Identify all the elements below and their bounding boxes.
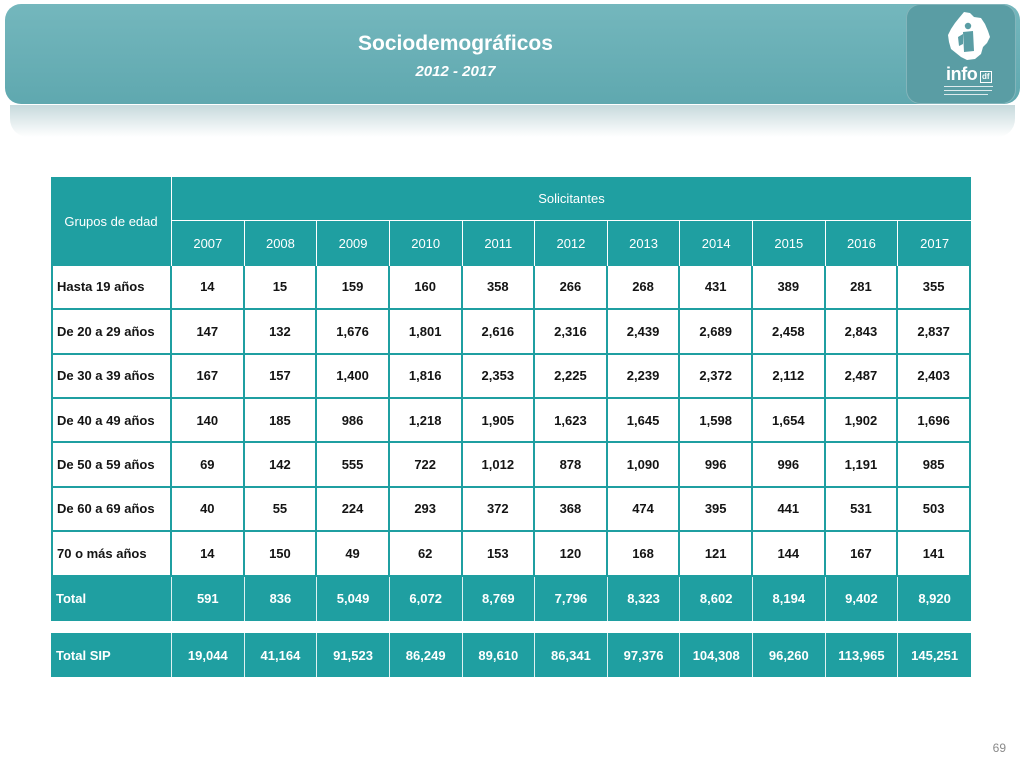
requests-value-cell: 120 <box>535 532 608 576</box>
age-group-label: De 40 a 49 años <box>51 399 172 443</box>
requests-value-cell: 167 <box>826 532 899 576</box>
requests-value-cell: 1,902 <box>826 399 899 443</box>
page-number: 69 <box>992 741 1006 755</box>
year-header-cell: 2014 <box>680 221 753 265</box>
requests-value-cell: 878 <box>535 443 608 487</box>
requests-value-cell: 1,801 <box>390 310 463 354</box>
total-sip-value-cell: 89,610 <box>463 633 536 677</box>
figure-head-shape <box>965 23 971 29</box>
organization-logo <box>906 4 1016 104</box>
total-sip-label: Total SIP <box>51 633 172 677</box>
total-value-cell: 9,402 <box>826 577 899 621</box>
table-body <box>51 266 971 621</box>
requests-value-cell: 2,316 <box>535 310 608 354</box>
total-sip-value-cell: 113,965 <box>826 633 899 677</box>
total-sip-value-cell: 96,260 <box>753 633 826 677</box>
year-header-cell: 2008 <box>245 221 318 265</box>
requests-value-cell: 531 <box>826 488 899 532</box>
total-value-cell: 8,602 <box>680 577 753 621</box>
total-value-cell: 8,920 <box>898 577 971 621</box>
requests-value-cell: 141 <box>898 532 971 576</box>
requests-value-cell: 2,616 <box>463 310 536 354</box>
age-group-row <box>51 310 971 354</box>
year-header-cell: 2017 <box>898 221 971 265</box>
requests-value-cell: 2,225 <box>535 355 608 399</box>
requests-value-cell: 268 <box>608 266 681 310</box>
requests-value-cell: 1,696 <box>898 399 971 443</box>
age-group-row <box>51 443 971 487</box>
requests-value-cell: 431 <box>680 266 753 310</box>
requests-value-cell: 389 <box>753 266 826 310</box>
requests-value-cell: 14 <box>172 532 245 576</box>
requests-value-cell: 2,353 <box>463 355 536 399</box>
age-group-label: De 60 a 69 años <box>51 488 172 532</box>
total-value-cell: 591 <box>172 577 245 621</box>
year-header-cell: 2013 <box>608 221 681 265</box>
age-group-row <box>51 532 971 576</box>
requests-value-cell: 132 <box>245 310 318 354</box>
total-value-cell: 6,072 <box>390 577 463 621</box>
requests-value-cell: 159 <box>317 266 390 310</box>
requests-value-cell: 985 <box>898 443 971 487</box>
requests-value-cell: 40 <box>172 488 245 532</box>
requests-value-cell: 368 <box>535 488 608 532</box>
requests-value-cell: 1,816 <box>390 355 463 399</box>
total-sip-row <box>51 633 971 677</box>
requests-value-cell: 1,598 <box>680 399 753 443</box>
total-value-cell: 8,769 <box>463 577 536 621</box>
requests-value-cell: 2,112 <box>753 355 826 399</box>
requests-value-cell: 121 <box>680 532 753 576</box>
year-header-cell: 2016 <box>826 221 899 265</box>
total-sip-value-cell: 86,249 <box>390 633 463 677</box>
requests-value-cell: 1,623 <box>535 399 608 443</box>
requests-value-cell: 1,676 <box>317 310 390 354</box>
requests-value-cell: 372 <box>463 488 536 532</box>
requesters-by-age-table <box>51 177 971 621</box>
requests-value-cell: 55 <box>245 488 318 532</box>
total-value-cell: 8,323 <box>608 577 681 621</box>
total-value-cell: 5,049 <box>317 577 390 621</box>
requests-value-cell: 224 <box>317 488 390 532</box>
total-value-cell: 7,796 <box>535 577 608 621</box>
logo-fine-print-line <box>944 94 988 95</box>
requests-value-cell: 147 <box>172 310 245 354</box>
logo-wordmark-suffix: df <box>982 72 990 81</box>
requests-value-cell: 2,239 <box>608 355 681 399</box>
requests-value-cell: 474 <box>608 488 681 532</box>
requests-value-cell: 1,012 <box>463 443 536 487</box>
age-group-row <box>51 488 971 532</box>
requests-value-cell: 140 <box>172 399 245 443</box>
requests-value-cell: 1,654 <box>753 399 826 443</box>
age-groups-header: Grupos de edad <box>51 177 172 266</box>
requests-value-cell: 1,645 <box>608 399 681 443</box>
requests-value-cell: 293 <box>390 488 463 532</box>
requests-value-cell: 14 <box>172 266 245 310</box>
slide-subtitle: 2012 - 2017 <box>415 63 496 80</box>
requests-value-cell: 355 <box>898 266 971 310</box>
age-group-label: Hasta 19 años <box>51 266 172 310</box>
requests-value-cell: 168 <box>608 532 681 576</box>
requests-value-cell: 62 <box>390 532 463 576</box>
requesters-header: Solicitantes <box>172 177 971 221</box>
banner-reflection <box>10 105 1015 137</box>
requests-value-cell: 2,458 <box>753 310 826 354</box>
requests-value-cell: 185 <box>245 399 318 443</box>
requests-value-cell: 395 <box>680 488 753 532</box>
total-sip-value-cell: 104,308 <box>680 633 753 677</box>
requests-value-cell: 49 <box>317 532 390 576</box>
requests-value-cell: 167 <box>172 355 245 399</box>
requests-value-cell: 281 <box>826 266 899 310</box>
total-sip-value-cell: 91,523 <box>317 633 390 677</box>
requests-value-cell: 144 <box>753 532 826 576</box>
table-header <box>51 177 971 266</box>
total-sip-value-cell: 41,164 <box>245 633 318 677</box>
requests-value-cell: 1,400 <box>317 355 390 399</box>
requests-value-cell: 441 <box>753 488 826 532</box>
year-header-cell: 2011 <box>463 221 536 265</box>
total-row <box>51 577 971 621</box>
requests-value-cell: 2,372 <box>680 355 753 399</box>
total-sip-value-cell: 97,376 <box>608 633 681 677</box>
year-header-cell: 2012 <box>535 221 608 265</box>
age-group-label: De 20 a 29 años <box>51 310 172 354</box>
requests-value-cell: 1,191 <box>826 443 899 487</box>
total-sip-table <box>51 633 971 677</box>
requests-value-cell: 1,090 <box>608 443 681 487</box>
total-sip-value-cell: 86,341 <box>535 633 608 677</box>
logo-fine-print-line <box>944 86 993 87</box>
requests-value-cell: 2,439 <box>608 310 681 354</box>
slide-title: Sociodemográficos <box>358 32 553 55</box>
requests-value-cell: 2,843 <box>826 310 899 354</box>
city-map-silhouette-icon <box>906 4 1016 104</box>
requests-value-cell: 1,905 <box>463 399 536 443</box>
requests-value-cell: 555 <box>317 443 390 487</box>
requests-value-cell: 1,218 <box>390 399 463 443</box>
year-header-cell: 2007 <box>172 221 245 265</box>
year-header-cell: 2009 <box>317 221 390 265</box>
logo-wordmark: info <box>946 64 978 84</box>
total-value-cell: 8,194 <box>753 577 826 621</box>
requests-value-cell: 722 <box>390 443 463 487</box>
requests-value-cell: 2,403 <box>898 355 971 399</box>
total-value-cell: 836 <box>245 577 318 621</box>
requests-value-cell: 996 <box>680 443 753 487</box>
requests-value-cell: 986 <box>317 399 390 443</box>
year-header-cell: 2010 <box>390 221 463 265</box>
year-header-cell: 2015 <box>753 221 826 265</box>
requests-value-cell: 142 <box>245 443 318 487</box>
age-group-label: De 50 a 59 años <box>51 443 172 487</box>
requests-value-cell: 69 <box>172 443 245 487</box>
total-sip-body <box>51 633 971 677</box>
requests-value-cell: 503 <box>898 488 971 532</box>
requests-value-cell: 358 <box>463 266 536 310</box>
requests-value-cell: 150 <box>245 532 318 576</box>
logo-fine-print-line <box>944 90 992 91</box>
age-group-label: 70 o más años <box>51 532 172 576</box>
age-group-label: De 30 a 39 años <box>51 355 172 399</box>
requests-value-cell: 266 <box>535 266 608 310</box>
year-header-row <box>51 221 971 265</box>
requests-value-cell: 157 <box>245 355 318 399</box>
requests-value-cell: 2,689 <box>680 310 753 354</box>
total-sip-value-cell: 145,251 <box>898 633 971 677</box>
requests-value-cell: 15 <box>245 266 318 310</box>
age-group-row <box>51 266 971 310</box>
age-group-row <box>51 399 971 443</box>
requests-value-cell: 153 <box>463 532 536 576</box>
total-label: Total <box>51 577 172 621</box>
header-row <box>51 177 971 221</box>
total-sip-value-cell: 19,044 <box>172 633 245 677</box>
requests-value-cell: 2,837 <box>898 310 971 354</box>
requests-value-cell: 2,487 <box>826 355 899 399</box>
age-group-row <box>51 355 971 399</box>
requests-value-cell: 996 <box>753 443 826 487</box>
requests-value-cell: 160 <box>390 266 463 310</box>
